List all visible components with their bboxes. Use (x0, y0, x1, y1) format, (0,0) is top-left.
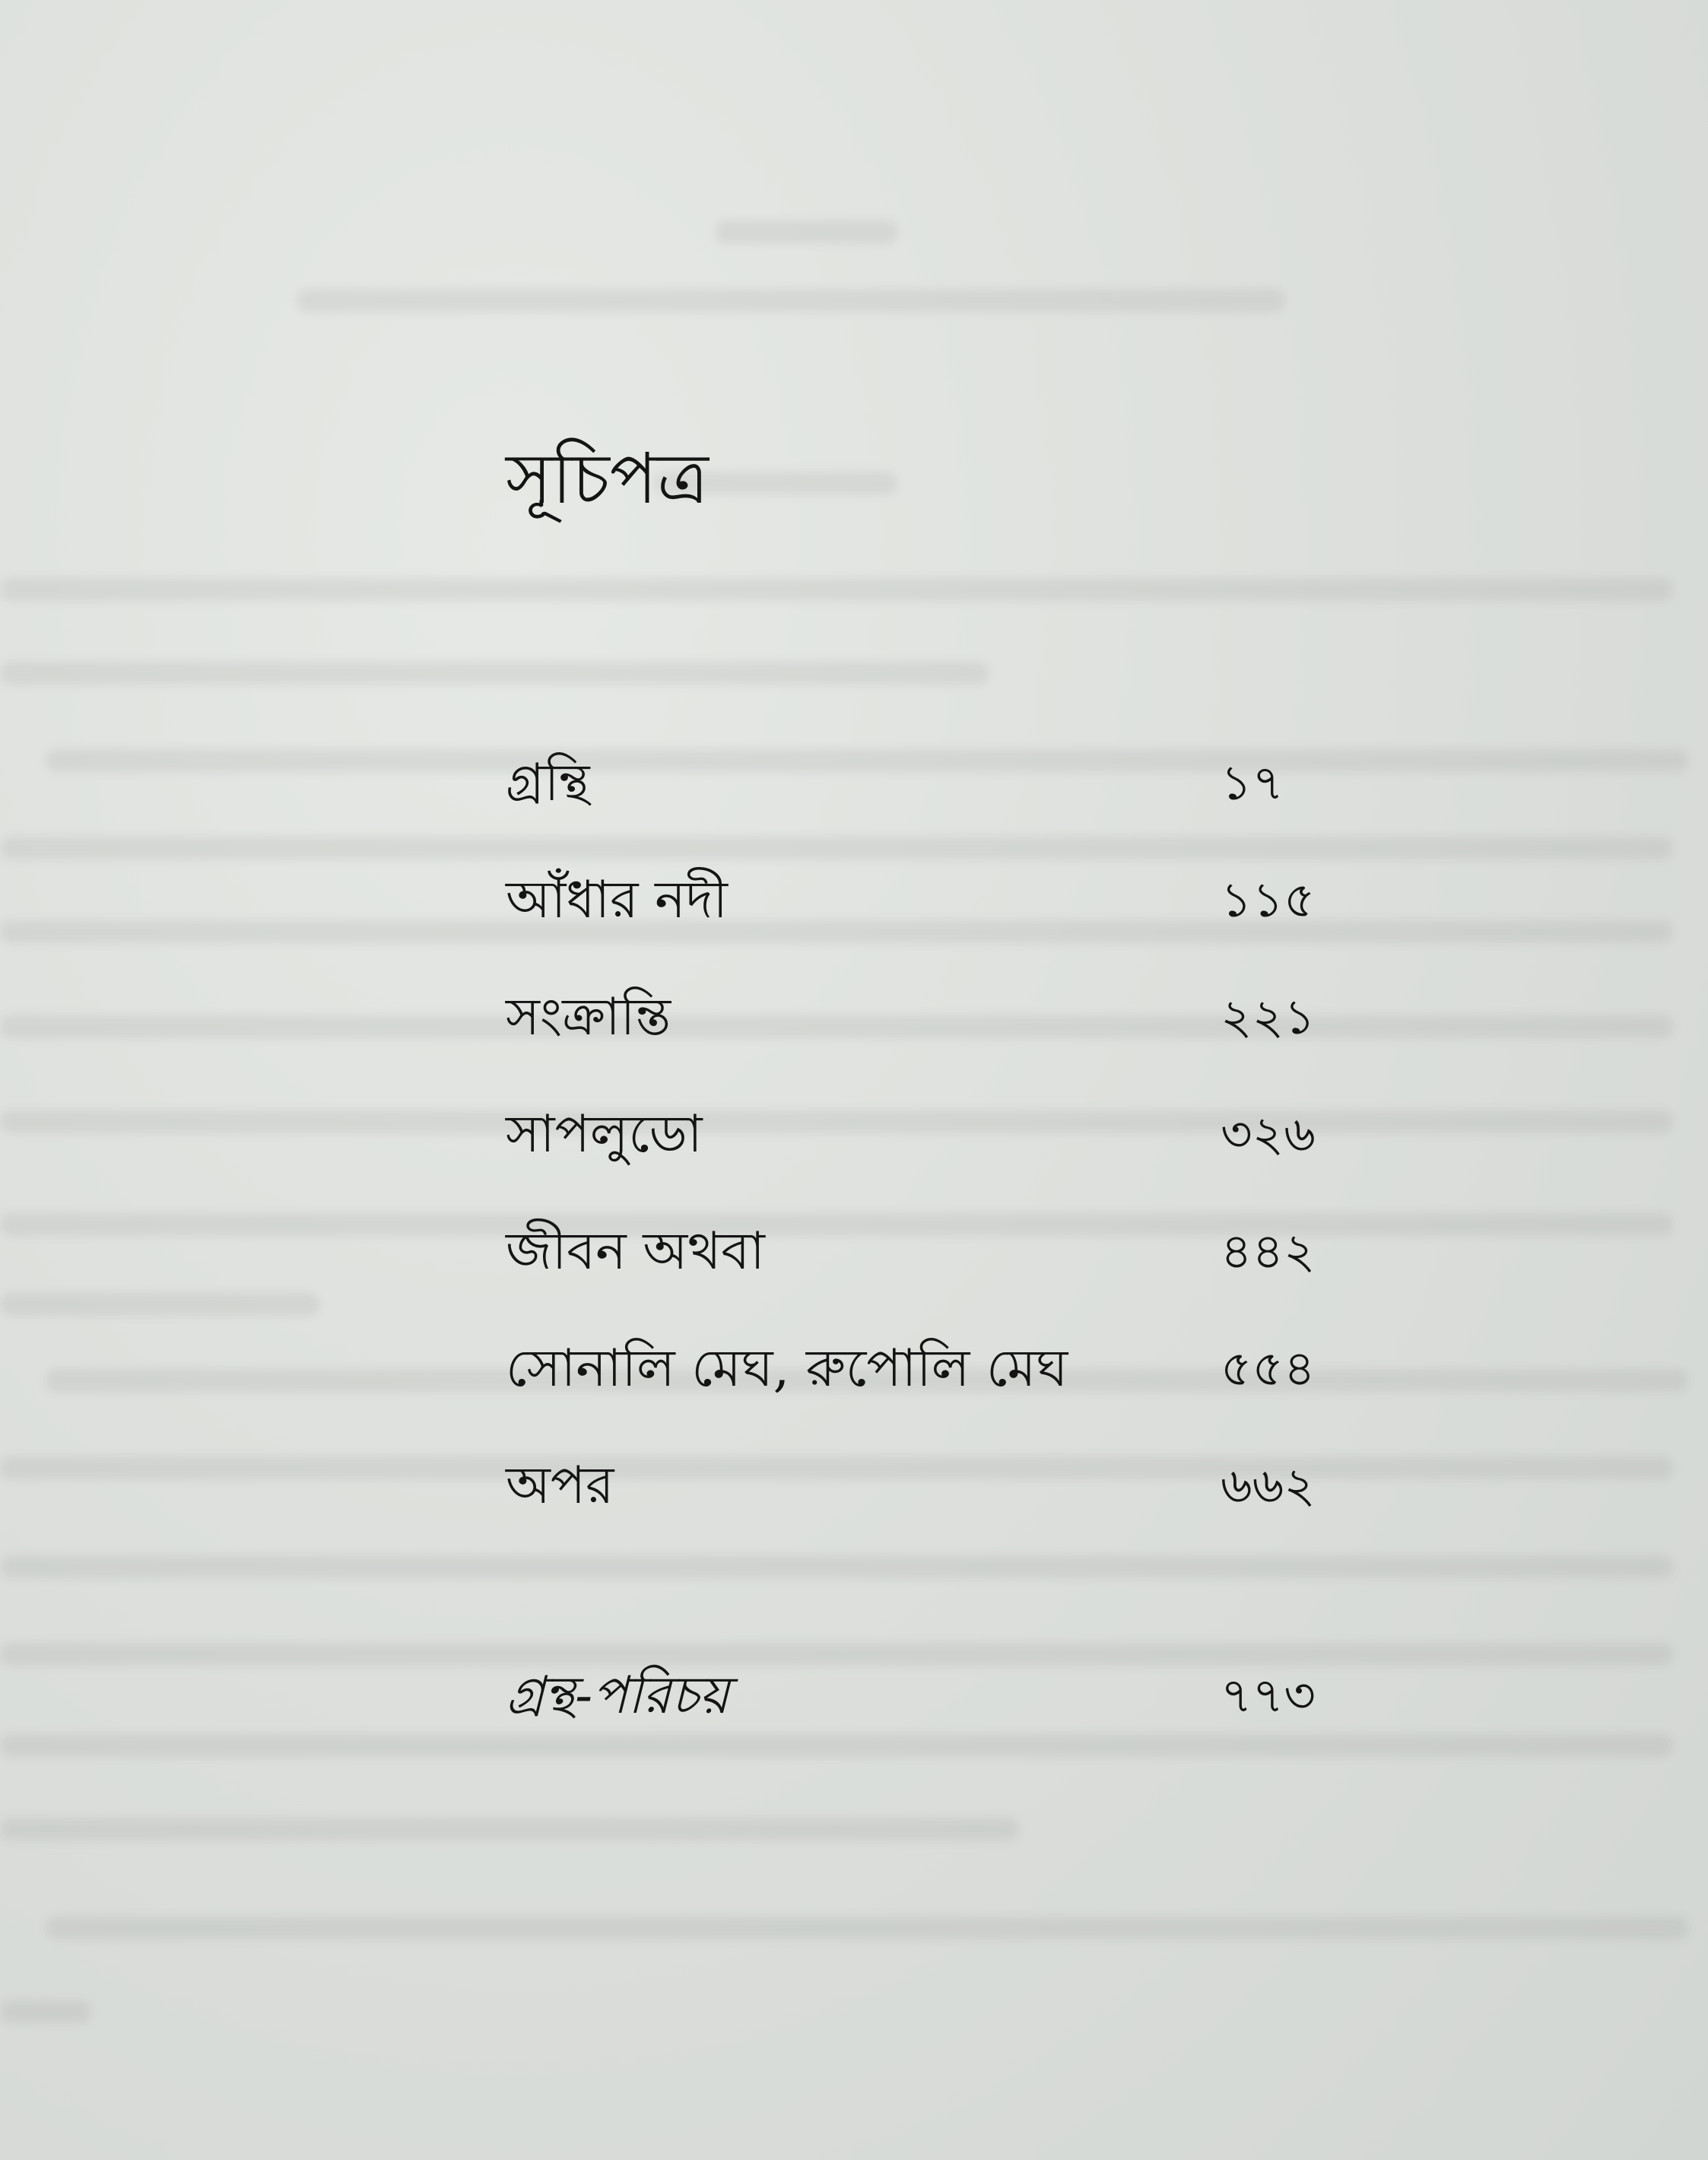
toc-entry-label: জীবন অথবা (506, 1221, 765, 1282)
toc-entry-1 (506, 738, 1418, 829)
toc-entry-page: ৩২৬ (1221, 1107, 1316, 1163)
toc-appendix-label: গ্রন্থ-পরিচয় (506, 1666, 729, 1726)
toc-entry-label: গ্রন্থি (506, 753, 590, 813)
toc-entry-page: ১৭ (1221, 755, 1284, 812)
toc-appendix-entry (506, 1650, 1418, 1742)
toc-entry-page: ১১৫ (1221, 872, 1316, 929)
toc-entry-label: সোনালি মেঘ, রুপোলি মেঘ (506, 1339, 1068, 1399)
toc-entry-4 (506, 1089, 1418, 1180)
toc-entry-2 (506, 855, 1418, 946)
toc-entry-label: আঁধার নদী (506, 870, 728, 930)
toc-title: সূচিপত্র (506, 438, 709, 519)
table-of-contents (506, 434, 1418, 1726)
toc-appendix-page: ৭৭৩ (1221, 1668, 1316, 1724)
toc-entry-page: ৪৪২ (1221, 1224, 1316, 1280)
toc-entry-7 (506, 1441, 1418, 1532)
toc-entry-label: সাপলুডো (506, 1104, 703, 1164)
toc-entry-5 (506, 1206, 1418, 1298)
toc-entry-label: অপর (506, 1456, 614, 1516)
toc-entry-label: সংক্রান্তি (506, 987, 671, 1047)
toc-entry-page: ৫৫৪ (1221, 1341, 1316, 1397)
toc-entry-3 (506, 972, 1418, 1063)
toc-entry-6 (506, 1323, 1418, 1415)
toc-entry-page: ২২১ (1221, 989, 1316, 1046)
toc-entry-page: ৬৬২ (1221, 1458, 1316, 1514)
